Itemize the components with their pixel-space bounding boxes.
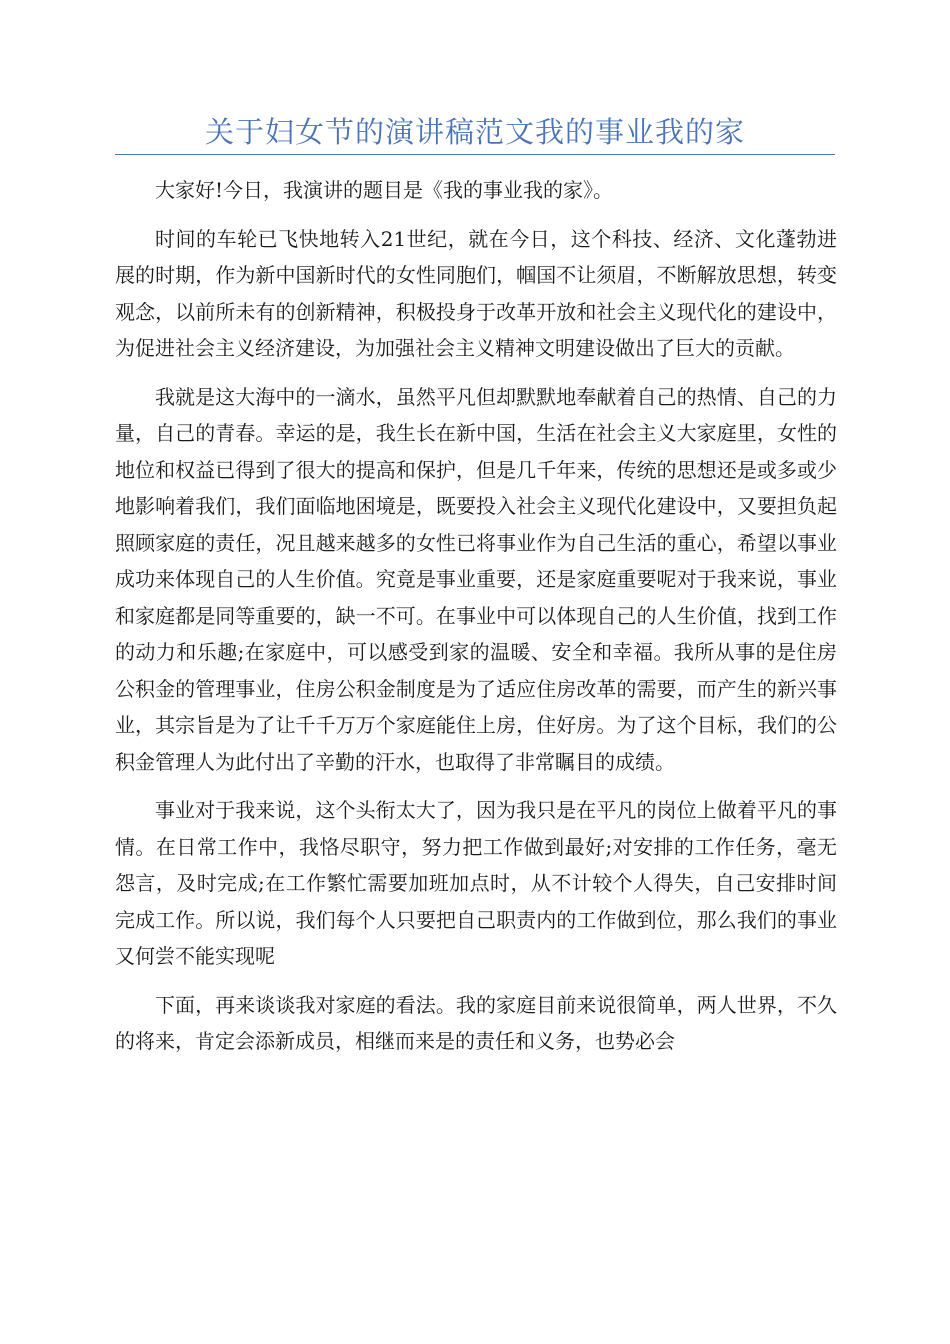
paragraph-self: 我就是这大海中的一滴水，虽然平凡但却默默地奉献着自己的热情、自己的力量，自己的青春。幸运的是，我生长在新中国，生活在社会主义大家庭里，女性的地位和权益已得到了很大的提高和保护，但是几千年来，传统的思想还是或多或少地影响着我们，我们面临地困境是，既要投入社会主义现代化建设中，又要担负起照顾家庭的责任，况且越来越多的女性已将事业作为自己生活的重心，希望以事业成功来体现自己的人生价值。究竟是事业重要，还是家庭重要呢对于我来说，事业和家庭都是同等重要的，缺一不可。在事业中可以体现自己的人生价值，找到工作的动力和乐趣;在家庭中，可以感受到家的温暖、安全和幸福。我所从事的是住房公积金的管理事业，住房公积金制度是为了适应住房改革的需要，而产生的新兴事业，其宗旨是为了让千千万万个家庭能住上房，住好房。为了这个目标，我们的公积金管理人为此付出了辛勤的汗水，也取得了非常瞩目的成绩。 xyxy=(115,384,837,774)
title-underline xyxy=(115,154,835,155)
paragraph-greeting: 大家好!今日，我演讲的题目是《我的事业我的家》。 xyxy=(155,178,614,202)
paragraph-era: 时间的车轮已飞快地转入21世纪，就在今日，这个科技、经济、文化蓬勃进展的时期，作为新中国新时代的女性同胞们，帼国不让须眉，不断解放思想，转变观念，以前所未有的创新精神，积极投身于改革开放和社会主义现代化的建设中，为促进社会主义经济建设，为加强社会主义精神文明建设做出了巨大的贡献。 xyxy=(115,226,837,360)
document-title: 关于妇女节的演讲稿范文我的事业我的家 xyxy=(204,115,745,149)
paragraph-family: 下面，再来谈谈我对家庭的看法。我的家庭目前来说很简单，两人世界，不久的将来，肯定会添新成员，相继而来是的责任和义务，也势必会 xyxy=(115,992,837,1053)
paragraph-career: 事业对于我来说，这个头衔太大了，因为我只是在平凡的岗位上做着平凡的事情。在日常工作中，我恪尽职守，努力把工作做到最好;对安排的工作任务，毫无怨言，及时完成;在工作繁忙需要加班加点时，从不计较个人得失，自己安排时间完成工作。所以说，我们每个人只要把自己职责内的工作做到位，那么我们的事业又何尝不能实现呢 xyxy=(115,798,837,968)
document-body xyxy=(115,172,837,1072)
